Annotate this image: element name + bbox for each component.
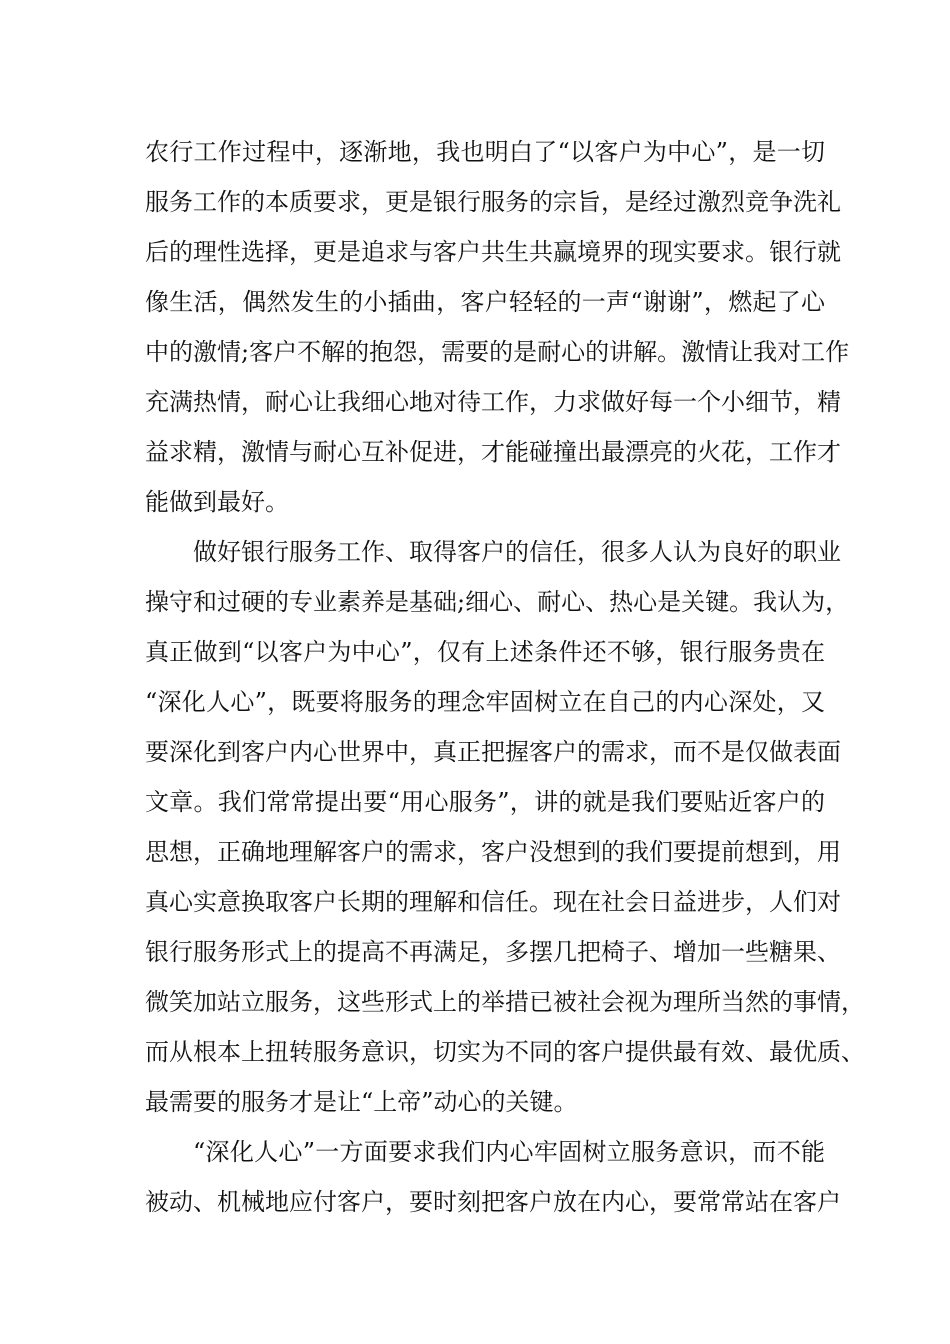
text-line: 而从根本上扭转服务意识，切实为不同的客户提供最有效、最优质、 [145,1038,865,1066]
text-line: 后的理性选择，更是追求与客户共生共赢境界的现实要求。银行就 [145,238,841,266]
text-line: 充满热情，耐心让我细心地对待工作，力求做好每一个小细节，精 [145,388,841,416]
text-line: “深化人心”，既要将服务的理念牢固树立在自己的内心深处，又 [145,688,825,716]
text-line: 思想，正确地理解客户的需求，客户没想到的我们要提前想到，用 [145,838,841,866]
paragraph-2 [145,527,865,1127]
text-line: 操守和过硬的专业素养是基础;细心、耐心、热心是关键。我认为， [145,588,850,616]
text-line: 银行服务形式上的提高不再满足，多摆几把椅子、增加一些糖果、 [145,938,841,966]
text-line: 像生活，偶然发生的小插曲，客户轻轻的一声“谢谢”，燃起了心 [145,288,825,316]
text-line: 最需要的服务才是让“上帝”动心的关键。 [145,1088,578,1116]
text-line: 做好银行服务工作、取得客户的信任，很多人认为良好的职业 [193,538,841,566]
text-line: 被动、机械地应付客户，要时刻把客户放在内心，要常常站在客户 [145,1188,841,1216]
text-line: 服务工作的本质要求，更是银行服务的宗旨，是经过激烈竞争洗礼 [145,188,841,216]
text-line: 要深化到客户内心世界中，真正把握客户的需求，而不是仅做表面 [145,738,841,766]
text-line: 微笑加站立服务，这些形式上的举措已被社会视为理所当然的事情， [145,988,865,1016]
text-line: 真心实意换取客户长期的理解和信任。现在社会日益进步，人们对 [145,888,841,916]
paragraph-3 [145,1127,841,1227]
text-line: 文章。我们常常提出要“用心服务”，讲的就是我们要贴近客户的 [145,788,825,816]
paragraph-1 [145,127,850,527]
body-text [145,127,865,1227]
text-line: 能做到最好。 [145,488,289,516]
text-line: 中的激情;客户不解的抱怨，需要的是耐心的讲解。激情让我对工作 [145,338,850,366]
text-line: 益求精，激情与耐心互补促进，才能碰撞出最漂亮的火花，工作才 [145,438,841,466]
text-line: 真正做到“以客户为中心”，仅有上述条件还不够，银行服务贵在 [145,638,825,666]
text-line: “深化人心”一方面要求我们内心牢固树立服务意识，而不能 [193,1138,825,1166]
text-line: 农行工作过程中，逐渐地，我也明白了“以客户为中心”，是一切 [145,138,825,166]
